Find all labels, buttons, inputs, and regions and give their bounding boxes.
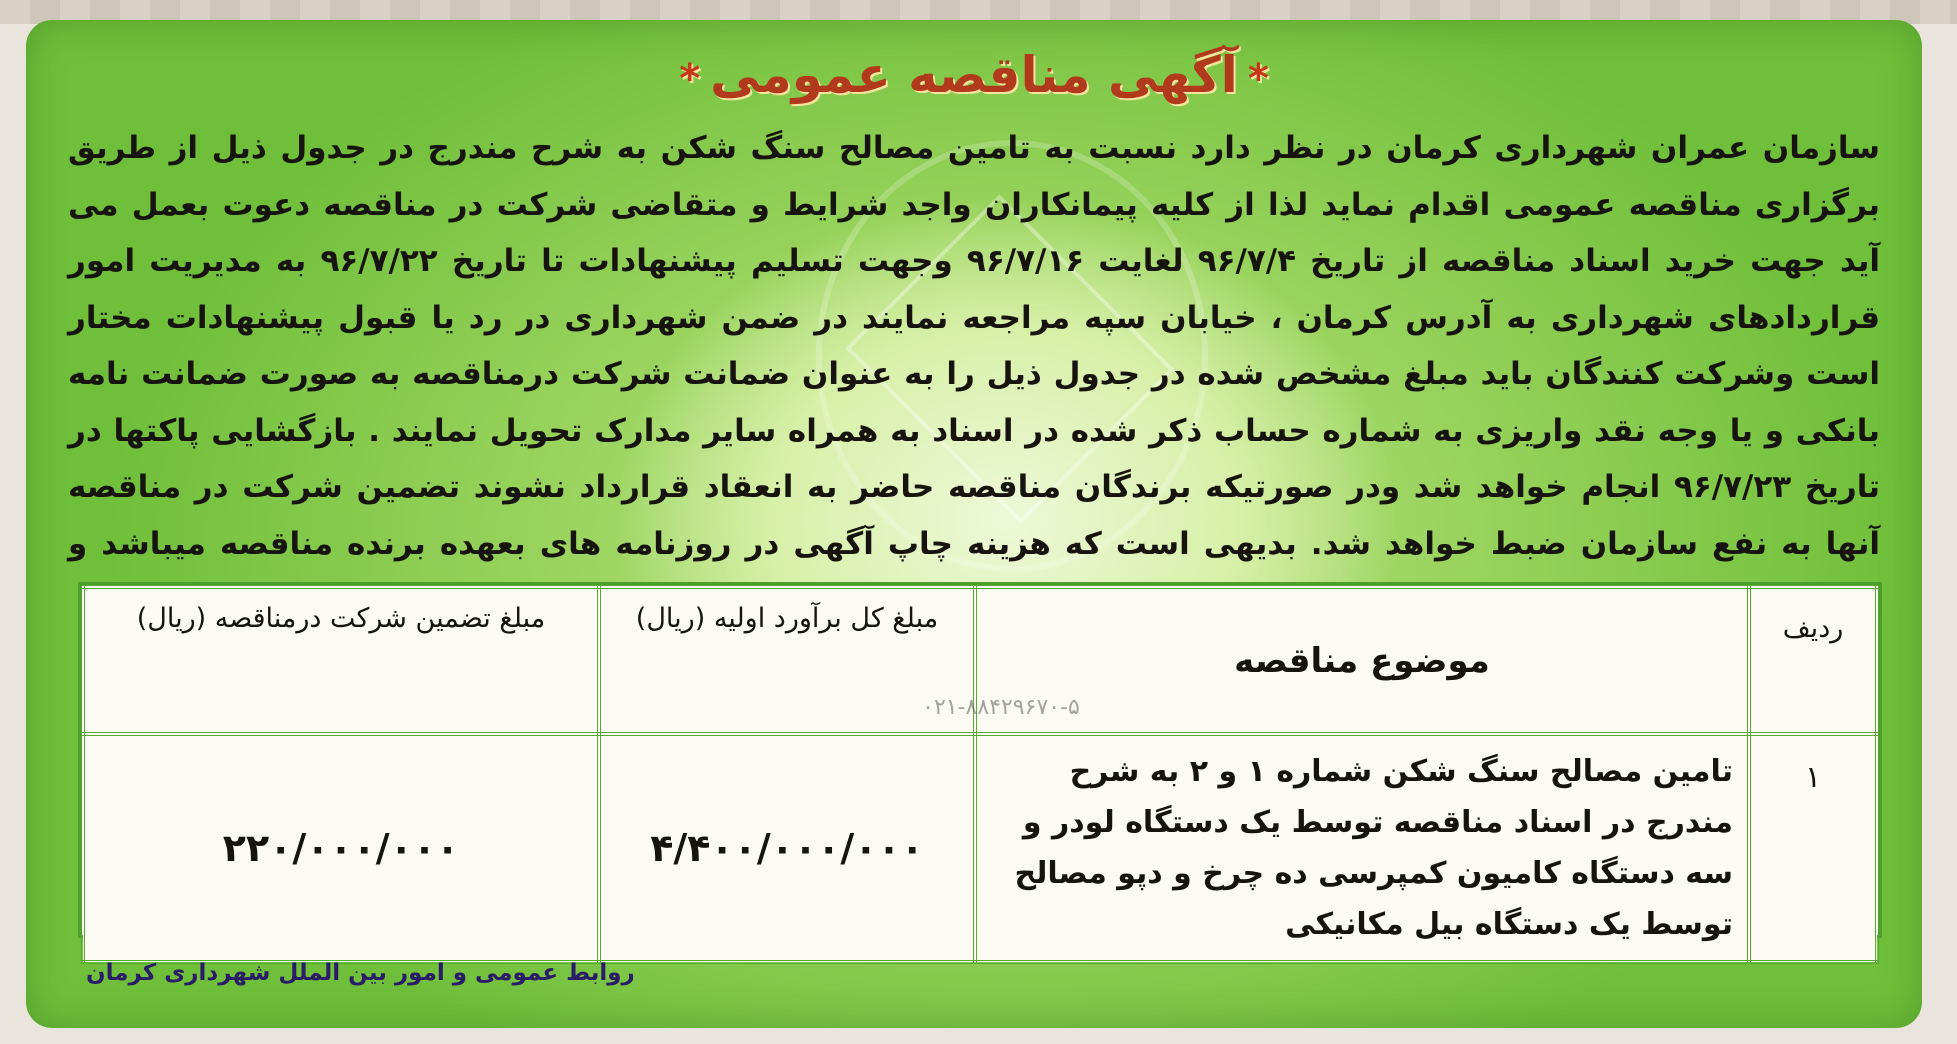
header-subject: موضوع مناقصه: [975, 587, 1749, 734]
header-row-number: ردیف: [1749, 587, 1877, 734]
title-star-right: *: [1247, 56, 1269, 102]
notice-title: [26, 46, 1922, 104]
header-estimate: مبلغ کل برآورد اولیه (ریال): [599, 587, 975, 734]
cell-subject: تامین مصالح سنگ شکن شماره ۱ و ۲ به شرح مندرج در اسناد مناقصه توسط یک دستگاه لودر و سه دستگاه کامیون کمپرسی ده چرخ و دپو مصالح توسط یک دستگاه بیل مکانیکی: [975, 734, 1749, 962]
tender-table-frame: [78, 582, 1882, 942]
title-star-left: *: [679, 56, 701, 102]
publisher-credit: روابط عمومی و امور بین الملل شهرداری کرمان: [86, 960, 635, 986]
notice-body: سازمان عمران شهرداری کرمان در نظر دارد نسبت به تامین مصالح سنگ شکن به شرح مندرج در جدول ذیل از طریق برگزاری مناقصه عمومی اقدام نماید لذا از کلیه پیمانکاران واجد شرایط و متقاضی شرکت در مناقصه دعوت بعمل می آید جهت خرید اسناد مناقصه از تاریخ ۹۶/۷/۴ لغایت ۹۶/۷/۱۶ وجهت تسلیم پیشنهادات تا تاریخ ۹۶/۷/۲۲ به مدیریت امور قراردادهای شهرداری به آدرس کرمان ، خیابان سپه مراجعه نمایند در ضمن شهرداری در رد یا قبول پیشنهادات مختار است وشرکت کنندگان باید مبلغ مشخص شده در جدول ذیل را به عنوان ضمانت شرکت درمناقصه به صورت ضمانت نامه بانکی و یا وجه نقد واریزی به شماره حساب ذکر شده در اسناد به همراه سایر مدارک تحویل نمایند . بازگشایی پاکتها در تاریخ ۹۶/۷/۲۳ انجام خواهد شد ودر صورتیکه برندگان مناقصه حاضر به انعقاد قرارداد نشوند تضمین شرکت در مناقصه آنها به نفع سازمان ضبط خواهد شد. بدیهی است که هزینه چاپ آگهی در روزنامه های بعهده برنده مناقصه میباشد و: [68, 130, 1881, 562]
table-row: [83, 734, 1877, 962]
cell-estimate: ۴/۴۰۰/۰۰۰/۰۰۰: [599, 734, 975, 962]
tender-notice-panel: [26, 20, 1922, 1028]
tender-table: [81, 585, 1879, 964]
notice-title-text: آگهی مناقصه عمومی: [710, 46, 1238, 104]
watermark-phone: ۰۲۱-۸۸۴۲۹۶۷۰-۵: [922, 695, 1080, 720]
header-guarantee: مبلغ تضمین شرکت درمناقصه (ریال): [83, 587, 599, 734]
cell-guarantee: ۲۲۰/۰۰۰/۰۰۰: [83, 734, 599, 962]
cell-row-number: ۱: [1749, 734, 1877, 962]
